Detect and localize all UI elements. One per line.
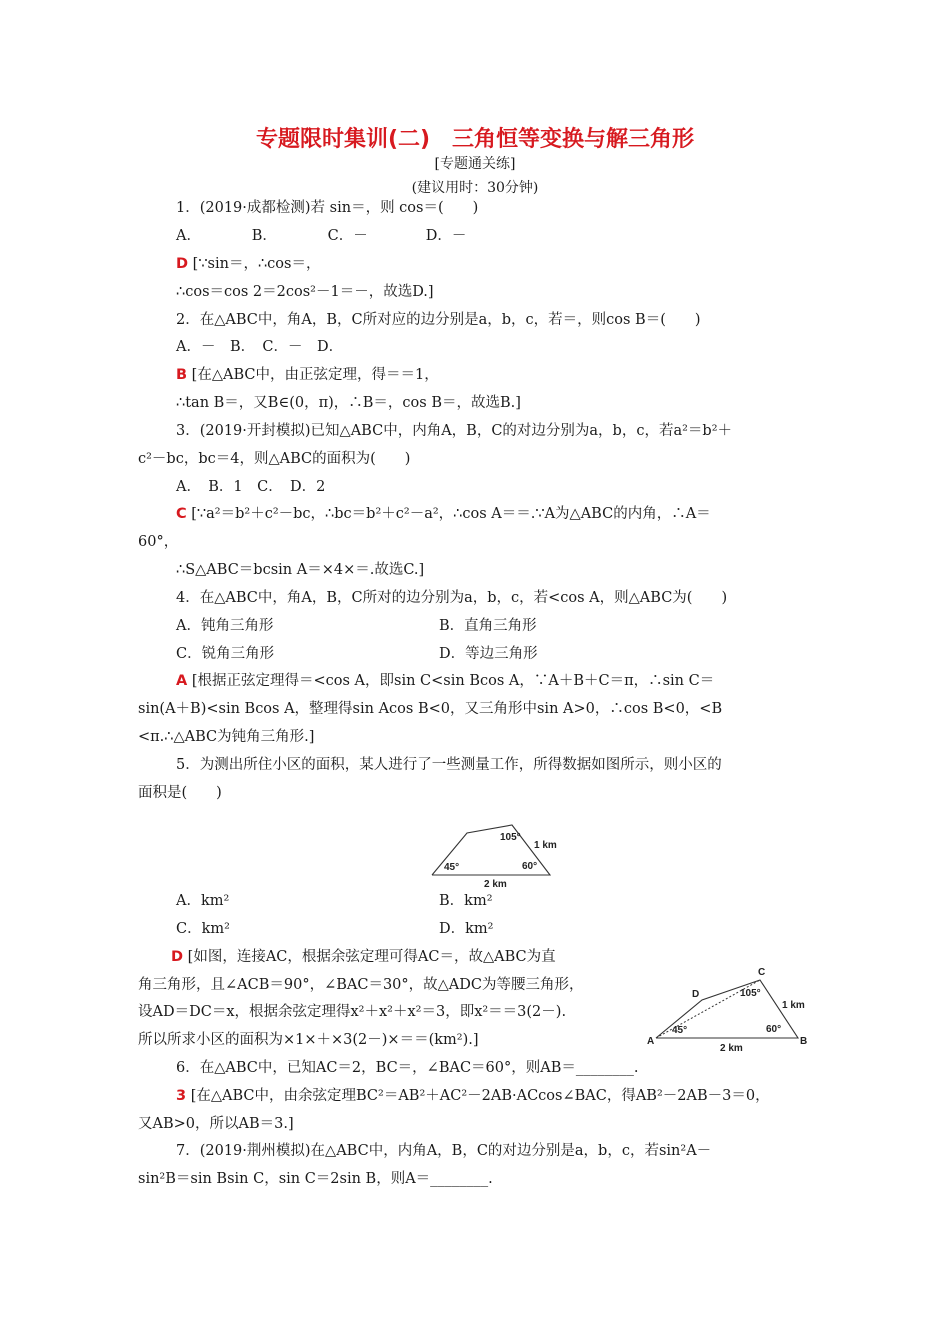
fig2-angle-left: 45° <box>672 1025 688 1036</box>
text-line <box>138 449 410 469</box>
quadrilateral-figure <box>428 823 557 893</box>
fig2-label-d: D <box>692 989 700 1000</box>
line-text: [如图，连接AC，根据余弦定理可得AC＝，故△ABC为直 <box>183 949 556 965</box>
line-text: 1．(2019·成都检测)若 sin＝，则 cos＝( ) <box>176 200 479 216</box>
text-line <box>171 947 556 967</box>
text-line <box>176 254 320 274</box>
answer-letter: B <box>176 367 188 383</box>
line-text: [∵a²＝b²＋c²－bc，∴bc＝b²＋c²－a²，∴cos A＝＝.∵A为△ABC的内角，∴A＝ <box>186 506 711 522</box>
fig1-angle-left: 45° <box>444 862 460 873</box>
text-line <box>176 226 466 246</box>
fig1-angle-right: 60° <box>522 861 538 872</box>
line-text: 面积是( ) <box>138 785 222 801</box>
line-text: A． B． C．－ D．－ <box>176 228 467 244</box>
text-line <box>439 919 493 939</box>
answer-letter: 3 <box>176 1088 187 1104</box>
text-line <box>176 891 229 911</box>
text-line <box>138 1030 479 1050</box>
text-line <box>138 727 314 747</box>
line-text: 4．在△ABC中，角A，B，C所对的边分别为a，b，c，若<cos A，则△ABC为( ) <box>176 590 728 606</box>
text-line <box>176 1058 638 1078</box>
section-label: [专题通关练] <box>434 156 516 172</box>
text-line <box>176 588 727 608</box>
fig1-angle-top: 105° <box>500 832 521 843</box>
line-text: 又AB>0，所以AB＝3.] <box>138 1116 294 1132</box>
line-text: A．－ B． C．－ D． <box>176 339 344 355</box>
text-line <box>176 671 714 691</box>
text-line <box>138 783 222 803</box>
text-line <box>176 1141 711 1161</box>
line-text: [在△ABC中，由余弦定理BC²＝AB²＋AC²－2AB·ACcos∠BAC，得AB²－2AB－3＝0， <box>186 1088 770 1104</box>
line-text: c²－bc，bc＝4，则△ABC的面积为( ) <box>138 451 411 467</box>
text-line <box>176 644 274 664</box>
text-line <box>176 919 230 939</box>
answer-letter: D <box>176 256 189 272</box>
answer-letter: D <box>171 949 184 965</box>
text-line <box>176 310 701 330</box>
line-text: 6．在△ABC中，已知AC＝2，BC＝，∠BAC＝60°，则AB＝________. <box>176 1060 639 1076</box>
line-text: D．km² <box>439 921 494 937</box>
line-text: [根据正弦定理得＝<cos A，即sin C<sin Bcos A，∵A＋B＋C＝π，∴sin C＝ <box>187 673 715 689</box>
line-text: 3．(2019·开封模拟)已知△ABC中，内角A，B，C的对边分别为a，b，c，若a²＝b²＋ <box>176 423 733 439</box>
text-line <box>176 477 325 497</box>
line-text: C．km² <box>176 921 230 937</box>
fig2-label-c: C <box>758 967 766 978</box>
text-line <box>176 560 424 580</box>
line-text: C．锐角三角形 <box>176 646 275 662</box>
text-line <box>176 504 711 524</box>
line-text: 5．为测出所住小区的面积，某人进行了一些测量工作，所得数据如图所示，则小区的 <box>176 757 722 773</box>
fig2-side-right: 1 km <box>782 1000 805 1011</box>
answer-letter: C <box>176 506 187 522</box>
text-line <box>138 1002 566 1022</box>
line-text: ∴tan B＝，又B∈(0，π)，∴B＝，cos B＝，故选B.] <box>176 395 521 411</box>
text-line <box>176 421 732 441</box>
text-line <box>176 755 722 775</box>
line-text: A．km² <box>176 893 230 909</box>
text-line <box>176 198 478 218</box>
line-text: 60°， <box>138 534 179 550</box>
line-text: 设AD＝DC＝x，根据余弦定理得x²＋x²＋x²＝3，即x²＝＝3(2－). <box>138 1004 567 1020</box>
line-text: 7．(2019·荆州模拟)在△ABC中，内角A，B，C的对边分别是a，b，c，若sin²A－ <box>176 1143 712 1159</box>
fig2-label-a: A <box>647 1036 655 1047</box>
fig2-angle-right: 60° <box>766 1024 782 1035</box>
answer-letter: A <box>176 673 188 689</box>
line-text: <π.∴△ABC为钝角三角形.] <box>138 729 315 745</box>
fig2-angle-top: 105° <box>740 988 761 999</box>
line-text: [∵sin＝，∴cos＝， <box>188 256 321 272</box>
line-text: [在△ABC中，由正弦定理，得＝＝1， <box>187 367 439 383</box>
text-line <box>176 337 343 357</box>
fig1-side-right: 1 km <box>534 840 557 851</box>
text-line <box>176 1086 770 1106</box>
line-text: sin²B＝sin Bsin C，sin C＝2sin B，则A＝________. <box>138 1171 493 1187</box>
line-text: B．km² <box>439 893 493 909</box>
text-line <box>176 365 439 385</box>
line-text: A． B．1 C． D．2 <box>176 479 326 495</box>
text-line <box>138 532 178 552</box>
text-line <box>138 975 583 995</box>
text-line <box>439 644 538 664</box>
line-text: 角三角形，且∠ACB＝90°，∠BAC＝30°，故△ADC为等腰三角形， <box>138 977 584 993</box>
line-text: ∴S△ABC＝bcsin A＝×4×＝.故选C.] <box>176 562 425 578</box>
text-line <box>138 1114 294 1134</box>
fig2-label-b: B <box>800 1036 808 1047</box>
fig2-base: 2 km <box>720 1043 743 1054</box>
line-text: ∴cos＝cos 2＝2cos²－1＝－，故选D.] <box>176 284 434 300</box>
text-line <box>176 616 273 636</box>
text-line <box>138 1169 493 1189</box>
text-line <box>176 282 434 302</box>
line-text: D．等边三角形 <box>439 646 538 662</box>
fig1-base: 2 km <box>484 879 507 890</box>
line-text: A．钝角三角形 <box>176 618 274 634</box>
time-note: (建议用时：30分钟) <box>411 180 539 196</box>
text-line <box>176 393 521 413</box>
page-title: 专题限时集训(二) 三角恒等变换与解三角形 <box>255 127 695 152</box>
line-text: sin(A＋B)<sin Bcos A，整理得sin Acos B<0，又三角形中sin A>0，∴cos B<0，<B <box>138 701 723 717</box>
quadrilateral-solution-figure <box>644 964 810 1056</box>
line-text: 2．在△ABC中，角A，B，C所对应的边分别是a，b，c，若＝，则cos B＝( ) <box>176 312 701 328</box>
text-line <box>138 699 722 719</box>
text-line <box>439 616 537 636</box>
line-text: 所以所求小区的面积为×1×＋×3(2－)×＝＝(km²).] <box>138 1032 479 1048</box>
line-text: B．直角三角形 <box>439 618 537 634</box>
text-line <box>439 891 493 911</box>
